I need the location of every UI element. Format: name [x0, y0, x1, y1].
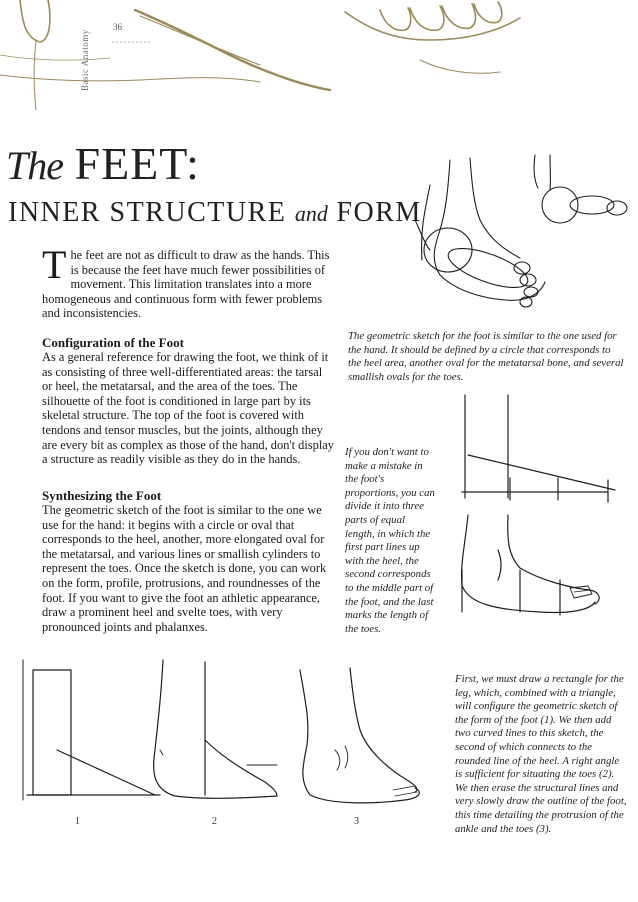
proportion-diagram: [440, 390, 638, 655]
intro-paragraph: [42, 242, 334, 321]
geometric-foot-sketch: [410, 150, 638, 325]
page-subtitle: [8, 196, 422, 231]
section-configuration: [42, 335, 334, 467]
section-text: The geometric sketch of the foot is similar to the one we use for the hand: it begins with a circle or oval that corresponds to the heel, another, more elongated oval for the metatarsal, and various lines or smallish cylinders to represent the toes. Once the sketch is done, you can work on the form, profile, protrusions, and roundnesses of the foot. If you want to give the foot an athletic appearance, draw a prominent heel and svelte toes, with very pronounced joints and phalanxes.: [42, 503, 327, 634]
section-text: As a general reference for drawing the foot, we think of it as consisting of three well-differentiated areas: the tarsal or heel, the metatarsal, and the area of the toes. The silhouette of the foot is conditioned in large part by its skeletal structure. The top of the foot is covered with tendons and tensor muscles, but the joints, although they are every bit as complex as those of the hand, don't display a structure as readily visible as they do in the hands.: [42, 350, 334, 467]
section-heading: Synthesizing the Foot: [42, 488, 162, 503]
subtitle-and: and: [294, 201, 328, 226]
figure-number-3: 3: [354, 816, 359, 827]
intro-text: he feet are not as difficult to draw as the hands. This is because the feet have much fewer possibilities of movement. This limitation translates into a more homogeneous and continuous form with fewer problems and inconsistencies.: [42, 248, 330, 321]
caption-proportions: If you don't want to make a mistake in the foot's proportions, you can divide it into three parts of equal length, in which the first part lines up with the heel, the second corresponds to the middle part of the foot, and the last marks the length of the toes.: [345, 446, 435, 635]
title-the: The: [6, 143, 63, 188]
page-title: [6, 138, 200, 192]
page-number-rule: [112, 40, 152, 44]
section-heading: Configuration of the Foot: [42, 335, 184, 350]
figure-number-1: 1: [75, 816, 80, 827]
page-number: 36: [113, 22, 122, 32]
drop-cap: T: [42, 242, 67, 287]
title-feet: FEET:: [74, 138, 200, 189]
caption-geometric-sketch: The geometric sketch for the foot is similar to the one used for the hand. It should be defined by a circle that corresponds to the heel area, another oval for the metatarsal bone, and several smallish ovals for the toes.: [348, 330, 624, 383]
subtitle-part-a: INNER STRUCTURE: [8, 197, 287, 228]
section-synthesizing: [42, 488, 334, 634]
running-head: Basic Anatomy: [80, 29, 90, 91]
figure-number-2: 2: [212, 816, 217, 827]
top-sepia-sketch: [0, 0, 638, 110]
subtitle-part-b: FORM: [336, 197, 422, 228]
step-drawings: [15, 650, 455, 815]
caption-steps: First, we must draw a rectangle for the leg, which, combined with a triangle, will configure the geometric sketch of the form of the foot (1). We then add two curved lines to this sketch, the second of which connects to the rounded line of the heel. A right angle is sufficient for situating the toes (2). We then erase the structural lines and very slowly draw the outline of the foot, this time detailing the protrusion of the ankle and the toes (3).: [455, 673, 627, 835]
